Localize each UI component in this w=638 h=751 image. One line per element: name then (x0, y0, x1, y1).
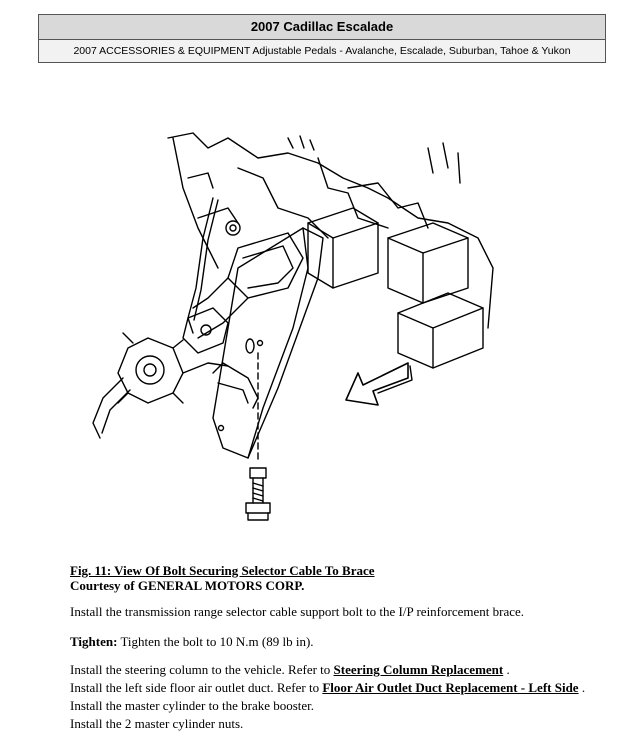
figure-caption-title: Fig. 11: View Of Bolt Securing Selector Cable To Brace (70, 563, 375, 578)
step-text: Install the left side floor air outlet duct. Refer to (70, 680, 323, 695)
bolt-selector-cable-diagram (88, 128, 498, 523)
tighten-note (70, 634, 314, 650)
tighten-label: Tighten: (70, 634, 118, 649)
step-text: Install the transmission range selector cable support bolt to the I/P reinforcement brace. (70, 604, 525, 619)
steering-column-replacement-link[interactable]: Steering Column Replacement (333, 662, 504, 677)
figure-caption-courtesy: Courtesy of GENERAL MOTORS CORP. (70, 578, 305, 593)
section-subtitle: 2007 ACCESSORIES & EQUIPMENT Adjustable Pedals - Avalanche, Escalade, Suburban, Tahoe & Yukon (39, 40, 605, 62)
step-text: Install the 2 master cylinder nuts. (70, 716, 244, 731)
tighten-text: Tighten the bolt to 10 N.m (89 lb in). (117, 634, 314, 649)
floor-air-outlet-duct-link[interactable]: Floor Air Outlet Duct Replacement - Left Side (322, 680, 579, 695)
step-text-end: . (578, 680, 586, 695)
figure-caption (70, 563, 375, 593)
step-text-end: . (503, 662, 510, 677)
document-header (38, 14, 606, 63)
vehicle-title: 2007 Cadillac Escalade (39, 15, 605, 40)
step-text: Install the steering column to the vehicle. Refer to (70, 662, 334, 677)
step-text: Install the master cylinder to the brake booster. (70, 698, 315, 713)
